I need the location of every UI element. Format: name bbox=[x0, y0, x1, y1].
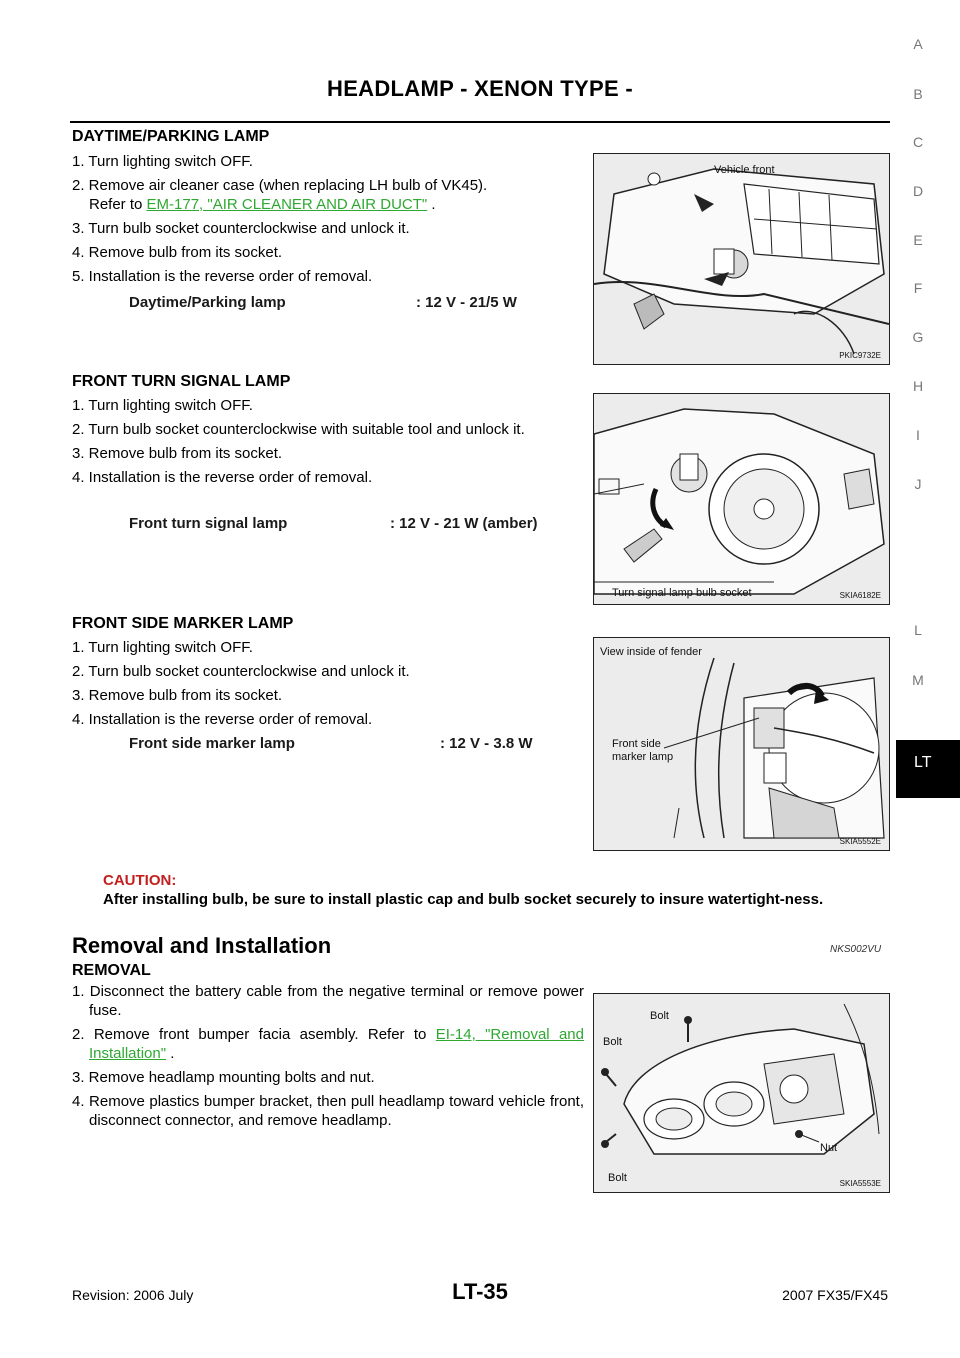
figure-code: SKIA5553E bbox=[839, 1179, 881, 1188]
list-item: 3. Remove bulb from its socket. bbox=[72, 687, 283, 704]
figure-daytime-lamp bbox=[593, 153, 890, 365]
list-item: 4. Remove bulb from its socket. bbox=[72, 244, 283, 261]
figure-turn-signal-lamp bbox=[593, 393, 890, 605]
figure-code: PKIC9732E bbox=[839, 351, 881, 360]
list-item: 1. Disconnect the battery cable from the negative terminal or remove power fuse. bbox=[72, 983, 584, 1019]
side-index-d[interactable]: D bbox=[912, 183, 924, 199]
list-item: 5. Installation is the reverse order of removal. bbox=[72, 268, 373, 285]
side-index-b[interactable]: B bbox=[913, 86, 923, 102]
turn-section-title: FRONT TURN SIGNAL LAMP bbox=[72, 373, 291, 390]
link-ei-14[interactable]: EI-14, "Removal and Installation" bbox=[89, 1026, 584, 1062]
footer-revision: Revision: 2006 July bbox=[72, 1287, 194, 1303]
side-index-c[interactable]: C bbox=[912, 134, 924, 150]
marker-spec-label: Front side marker lamp bbox=[129, 735, 295, 752]
header-rule bbox=[70, 121, 890, 123]
figure-label-view-inside-fender: View inside of fender bbox=[600, 646, 702, 658]
engine-bay-illustration bbox=[594, 154, 889, 364]
footer-model: 2007 FX35/FX45 bbox=[782, 1287, 888, 1303]
marker-spec-value: : 12 V - 3.8 W bbox=[440, 735, 533, 752]
daytime-section-title: DAYTIME/PARKING LAMP bbox=[72, 128, 270, 145]
refer-text: Refer to bbox=[367, 1026, 427, 1043]
side-index-j[interactable]: J bbox=[914, 476, 922, 492]
refer-text: Refer to bbox=[89, 196, 143, 213]
side-index-f[interactable]: F bbox=[913, 280, 923, 296]
side-index-a[interactable]: A bbox=[913, 36, 923, 52]
list-item: 4. Remove plastics bumper bracket, then pull headlamp toward vehicle front, disconnect connector, and remove headlamp. bbox=[72, 1093, 584, 1129]
caution-text: After installing bulb, be sure to install plastic cap and bulb socket securely to insure watertight-ness. bbox=[103, 891, 824, 908]
figure-label-nut: Nut bbox=[820, 1142, 838, 1154]
marker-section-title: FRONT SIDE MARKER LAMP bbox=[72, 615, 294, 632]
list-item: 4. Installation is the reverse order of removal. bbox=[72, 469, 373, 486]
side-index-l[interactable]: L bbox=[914, 622, 922, 638]
figure-label-bolt-top: Bolt bbox=[650, 1010, 669, 1022]
side-index-active-lt[interactable] bbox=[896, 740, 960, 798]
list-item: 2. Turn bulb socket counterclockwise and unlock it. bbox=[72, 663, 410, 680]
figure-label-bolt-bottom: Bolt bbox=[608, 1172, 627, 1184]
daytime-spec-label: Daytime/Parking lamp bbox=[129, 294, 286, 311]
turn-spec-value: : 12 V - 21 W (amber) bbox=[390, 515, 538, 532]
side-index-active-label: LT bbox=[914, 754, 932, 771]
turn-spec-label: Front turn signal lamp bbox=[129, 515, 288, 532]
removal-steps bbox=[72, 982, 584, 1135]
section-code: NKS002VU bbox=[830, 944, 882, 955]
side-index-g[interactable]: G bbox=[912, 329, 924, 345]
list-item: 2. Remove front bumper facia asembly. Refer to EI-14, "Removal and Installation" . bbox=[72, 1026, 584, 1062]
figure-label-turn-socket: Turn signal lamp bulb socket bbox=[612, 587, 752, 599]
list-item: 1. Turn lighting switch OFF. bbox=[72, 639, 253, 656]
figure-code: SKIA6182E bbox=[839, 591, 881, 600]
daytime-steps bbox=[72, 152, 584, 291]
marker-steps bbox=[72, 638, 584, 734]
list-item: 1. Turn lighting switch OFF. bbox=[72, 397, 253, 414]
headlamp-rear-illustration bbox=[594, 394, 889, 604]
daytime-spec-value: : 12 V - 21/5 W bbox=[416, 294, 517, 311]
removal-installation-title: Removal and Installation bbox=[72, 933, 332, 958]
side-index-m[interactable]: M bbox=[912, 672, 924, 688]
list-item: 3. Remove headlamp mounting bolts and nut. bbox=[72, 1069, 375, 1086]
figure-label-bolt-left: Bolt bbox=[603, 1036, 622, 1048]
list-item: 3. Turn bulb socket counterclockwise and unlock it. bbox=[72, 220, 410, 237]
turn-steps bbox=[72, 396, 584, 492]
side-index-i[interactable]: I bbox=[916, 427, 920, 443]
list-item: 4. Installation is the reverse order of removal. bbox=[72, 711, 373, 728]
list-item: 2. Turn bulb socket counterclockwise with suitable tool and unlock it. bbox=[72, 421, 525, 438]
list-item: 3. Remove bulb from its socket. bbox=[72, 445, 283, 462]
figure-headlamp-removal bbox=[593, 993, 890, 1193]
list-item: 1. Turn lighting switch OFF. bbox=[72, 153, 253, 170]
figure-side-marker-lamp bbox=[593, 637, 890, 851]
side-index-e[interactable]: E bbox=[913, 232, 923, 248]
figure-code: SKIA5552E bbox=[839, 837, 881, 846]
caution-title: CAUTION: bbox=[103, 872, 177, 889]
link-em-177[interactable]: EM-177, "AIR CLEANER AND AIR DUCT" bbox=[146, 196, 428, 213]
figure-label-vehicle-front: Vehicle front bbox=[714, 164, 775, 176]
side-index-h[interactable]: H bbox=[912, 378, 924, 394]
page-header-title: HEADLAMP - XENON TYPE - bbox=[327, 76, 633, 101]
footer-page-number: LT-35 bbox=[452, 1279, 508, 1304]
headlamp-assembly-illustration bbox=[594, 994, 889, 1192]
removal-subtitle: REMOVAL bbox=[72, 962, 151, 979]
figure-label-front-side-marker: Front side marker lamp bbox=[612, 738, 674, 763]
list-item: 2. Remove air cleaner case (when replacing LH bulb of VK45). Refer to EM-177, "AIR CLEANER AND AIR DUCT" . bbox=[72, 177, 488, 213]
